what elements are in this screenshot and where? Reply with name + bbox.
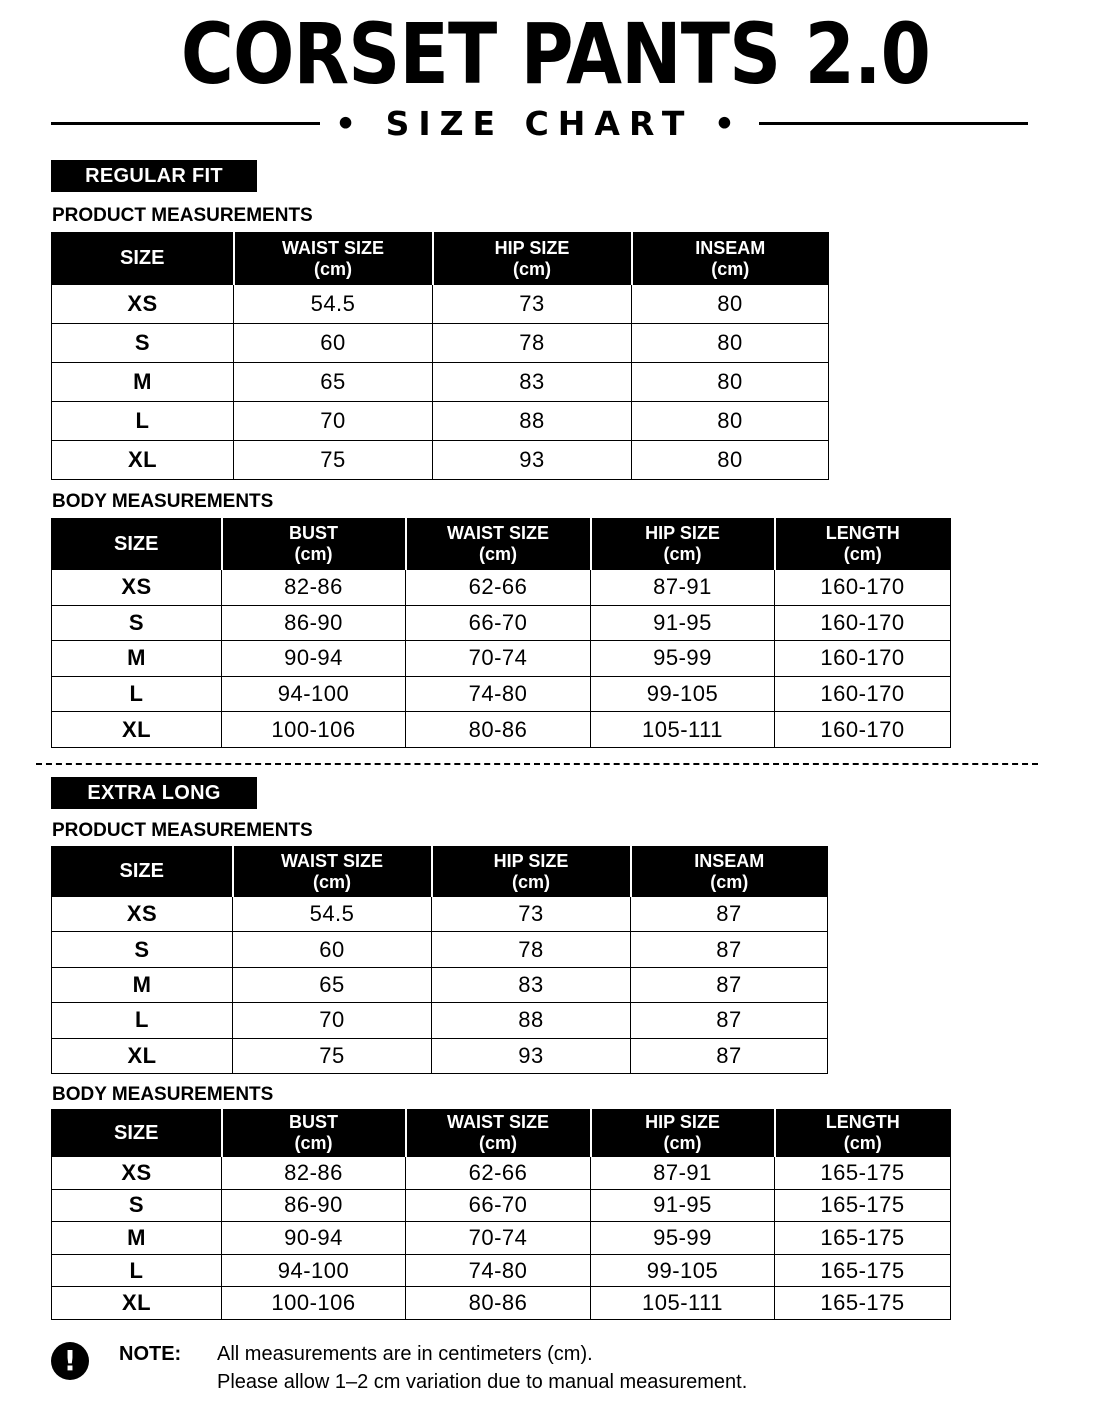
size-cell: XS [52,285,234,324]
column-header-unit: (cm) [710,871,749,892]
value-cell: 70 [233,1003,432,1038]
column-header [591,519,775,570]
value-cell: 91-95 [591,1189,775,1222]
title-rule-left [51,122,320,125]
column-header [775,1110,951,1157]
size-cell: XS [52,897,233,932]
value-cell: 80 [632,402,829,441]
value-cell: 75 [233,1038,432,1073]
size-cell: S [52,932,233,967]
regular-body-label: BODY MEASUREMENTS [52,491,274,512]
column-header-unit: (cm) [478,1133,517,1153]
value-cell: 65 [233,967,432,1002]
note-label: NOTE: [119,1343,182,1365]
size-cell: XL [52,1038,233,1073]
size-cell: S [52,1189,222,1222]
value-cell: 160-170 [775,712,951,748]
value-cell: 73 [433,285,632,324]
value-cell: 74-80 [406,1254,591,1287]
value-cell: 70-74 [406,1222,591,1255]
table-row [52,605,951,641]
column-header [222,1110,406,1157]
column-header-name: SIZE [114,532,159,555]
table-header-row [52,519,951,570]
column-header [52,519,222,570]
extra-long-body-table [51,1109,951,1320]
value-cell: 54.5 [234,285,433,324]
value-cell: 60 [234,324,433,363]
column-header-unit: (cm) [294,1133,333,1153]
value-cell: 80 [632,363,829,402]
value-cell: 99-105 [591,676,775,712]
column-header-unit: (cm) [511,871,550,892]
size-cell: XS [52,570,222,606]
value-cell: 60 [233,932,432,967]
title-rule-right [759,122,1028,125]
note-line-2: Please allow 1–2 cm variation due to manual measurement. [217,1371,748,1393]
value-cell: 95-99 [591,1222,775,1255]
column-header-name: HIP SIZE [493,850,569,871]
size-cell: M [52,967,233,1002]
value-cell: 94-100 [222,676,406,712]
value-cell: 87-91 [591,570,775,606]
value-cell: 62-66 [406,1157,591,1190]
column-header-unit: (cm) [711,258,750,279]
extra-long-body-label: BODY MEASUREMENTS [52,1084,274,1105]
value-cell: 70 [234,402,433,441]
value-cell: 105-111 [591,712,775,748]
value-cell: 165-175 [775,1222,951,1255]
value-cell: 70-74 [406,641,591,677]
table-row [52,324,829,363]
value-cell: 75 [234,441,433,480]
table-row [52,1003,828,1038]
value-cell: 80 [632,285,829,324]
value-cell: 165-175 [775,1287,951,1320]
regular-body-table [51,518,951,748]
column-header-unit: (cm) [512,258,551,279]
value-cell: 80-86 [406,1287,591,1320]
extra-long-product-label: PRODUCT MEASUREMENTS [52,820,313,841]
column-header-name: BUST [289,1112,338,1132]
column-header [433,233,632,285]
column-header-name: BUST [289,523,338,543]
table-row [52,402,829,441]
table-row [52,967,828,1002]
size-cell: L [52,1254,222,1287]
column-header [775,519,951,570]
value-cell: 73 [432,897,631,932]
size-cell: L [52,402,234,441]
table-row [52,1254,951,1287]
size-cell: L [52,1003,233,1038]
value-cell: 165-175 [775,1157,951,1190]
column-header [432,847,631,897]
table-row [52,897,828,932]
table-body [52,1157,951,1320]
column-header-unit: (cm) [663,544,702,564]
regular-product-table [51,232,829,480]
value-cell: 95-99 [591,641,775,677]
value-cell: 160-170 [775,605,951,641]
column-header-name: SIZE [120,247,165,269]
value-cell: 86-90 [222,1189,406,1222]
value-cell: 100-106 [222,712,406,748]
column-header-unit: (cm) [478,544,517,564]
size-cell: M [52,363,234,402]
table-row [52,570,951,606]
value-cell: 105-111 [591,1287,775,1320]
value-cell: 91-95 [591,605,775,641]
table-row [52,1222,951,1255]
value-cell: 93 [433,441,632,480]
table-body [52,897,828,1074]
value-cell: 160-170 [775,676,951,712]
column-header-name: INSEAM [695,237,766,258]
value-cell: 80 [632,441,829,480]
table-row [52,712,951,748]
column-header [52,847,233,897]
column-header-name: SIZE [119,860,164,882]
value-cell: 88 [432,1003,631,1038]
regular-fit-tag: REGULAR FIT [51,160,257,192]
column-header [234,233,433,285]
column-header [52,233,234,285]
column-header-unit: (cm) [843,1133,882,1153]
value-cell: 66-70 [406,605,591,641]
table-row [52,932,828,967]
column-header-unit: (cm) [843,544,882,564]
value-cell: 87 [631,897,828,932]
value-cell: 87-91 [591,1157,775,1190]
value-cell: 54.5 [233,897,432,932]
table-row [52,1157,951,1190]
value-cell: 80-86 [406,712,591,748]
page-title: CORSET PANTS 2.0 [180,5,931,103]
size-cell: XL [52,712,222,748]
value-cell: 99-105 [591,1254,775,1287]
column-header-name: WAIST SIZE [281,237,384,258]
value-cell: 83 [433,363,632,402]
column-header-name: INSEAM [694,850,765,871]
column-header [632,233,829,285]
column-header-name: HIP SIZE [645,523,720,543]
page-subtitle: • SIZE CHART • [335,104,744,143]
value-cell: 86-90 [222,605,406,641]
value-cell: 66-70 [406,1189,591,1222]
column-header-name: HIP SIZE [645,1112,720,1132]
extra-long-product-table [51,846,828,1074]
table-row [52,1287,951,1320]
column-header-name: WAIST SIZE [446,523,549,543]
exclamation-icon: ! [51,1342,89,1380]
column-header [631,847,828,897]
value-cell: 82-86 [222,570,406,606]
column-header-name: SIZE [114,1121,159,1144]
column-header-unit: (cm) [663,1133,702,1153]
value-cell: 83 [432,967,631,1002]
value-cell: 90-94 [222,1222,406,1255]
column-header [222,519,406,570]
table-row [52,641,951,677]
size-cell: XL [52,441,234,480]
size-cell: L [52,676,222,712]
note-line-1: All measurements are in centimeters (cm). [217,1343,593,1365]
regular-product-label: PRODUCT MEASUREMENTS [52,205,313,226]
column-header-unit: (cm) [313,258,352,279]
column-header-name: LENGTH [825,523,900,543]
value-cell: 87 [631,1003,828,1038]
value-cell: 80 [632,324,829,363]
table-header-row [52,233,829,285]
column-header [591,1110,775,1157]
column-header-name: HIP SIZE [494,237,570,258]
value-cell: 65 [234,363,433,402]
section-divider [36,763,1038,765]
column-header-unit: (cm) [294,544,333,564]
value-cell: 87 [631,932,828,967]
column-header-unit: (cm) [312,871,351,892]
size-cell: XS [52,1157,222,1190]
size-cell: M [52,641,222,677]
table-row [52,441,829,480]
value-cell: 160-170 [775,570,951,606]
table-body [52,285,829,480]
table-body [52,570,951,748]
column-header-name: WAIST SIZE [280,850,383,871]
table-row [52,285,829,324]
table-row [52,676,951,712]
value-cell: 94-100 [222,1254,406,1287]
value-cell: 90-94 [222,641,406,677]
value-cell: 100-106 [222,1287,406,1320]
value-cell: 82-86 [222,1157,406,1190]
column-header [233,847,432,897]
value-cell: 93 [432,1038,631,1073]
value-cell: 78 [433,324,632,363]
table-row [52,1038,828,1073]
column-header [406,1110,591,1157]
table-row [52,1189,951,1222]
table-header-row [52,1110,951,1157]
size-cell: S [52,605,222,641]
table-row [52,363,829,402]
size-cell: M [52,1222,222,1255]
value-cell: 160-170 [775,641,951,677]
value-cell: 165-175 [775,1189,951,1222]
value-cell: 87 [631,1038,828,1073]
table-header-row [52,847,828,897]
value-cell: 74-80 [406,676,591,712]
value-cell: 78 [432,932,631,967]
column-header-name: LENGTH [825,1112,900,1132]
extra-long-tag: EXTRA LONG [51,777,257,809]
value-cell: 88 [433,402,632,441]
column-header [406,519,591,570]
column-header-name: WAIST SIZE [446,1112,549,1132]
size-cell: XL [52,1287,222,1320]
value-cell: 165-175 [775,1254,951,1287]
column-header [52,1110,222,1157]
size-cell: S [52,324,234,363]
value-cell: 62-66 [406,570,591,606]
value-cell: 87 [631,967,828,1002]
